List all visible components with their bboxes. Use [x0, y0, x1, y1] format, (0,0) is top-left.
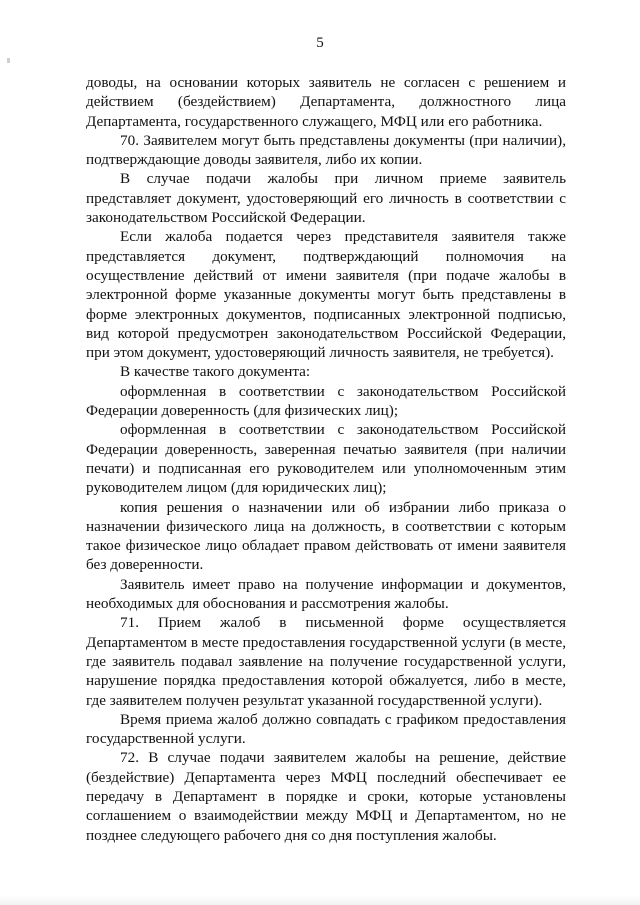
page-number: 5	[316, 35, 324, 51]
paragraph-72: 72. В случае подачи заявителем жалобы на решение, действие (бездействие) Департамента через МФЦ последний обеспечивает ее передачу в Департамент в порядке и сроки, которые установлены соглашением о взаимодействии между МФЦ и Департаментом, но не позднее следующего рабочего дня со дня поступления жалобы.	[86, 749, 566, 844]
paragraph-appointment-copy: копия решения о назначении или об избрании либо приказа о назначении физического лица на должность, в соответствии с которым такое физическое лицо обладает правом действовать от имени заявителя без доверенности.	[86, 498, 566, 574]
paragraph-representative: Если жалоба подается через представителя заявителя также представляется документ, подтверждающий полномочия на осуществление действий от имени заявителя (при подаче жалобы в электронной форме указанные документы могут быть представлены в форме электронных документов, подписанных электронной подписью, вид которой предусмотрен законодательством Российской Федерации, при этом документ, удостоверяющий личность заявителя, не требуется).	[86, 228, 566, 362]
paragraph-document-types-intro: В качестве такого документа:	[120, 363, 311, 381]
paragraph-right-to-information: Заявитель имеет право на получение информации и документов, необходимых для обоснования и рассмотрения жалобы.	[86, 575, 566, 613]
paragraph-legal-entity-power-of-attorney: оформленная в соответствии с законодательством Российской Федерации доверенность, заверенная печатью заявителя (при наличии печати) и подписанная его руководителем или уполномоченным этим руководителем лицом (для юридических лиц);	[86, 421, 566, 497]
scan-bottom-edge	[0, 896, 640, 905]
paragraph-individual-power-of-attorney: оформленная в соответствии с законодательством Российской Федерации доверенность (для физических лиц);	[86, 382, 566, 420]
paragraph-continuation: доводы, на основании которых заявитель не согласен с решением и действием (бездействием) Департамента, должностного лица Департамента, государственного служащего, МФЦ или его работника.	[86, 74, 566, 130]
paragraph-71: 71. Прием жалоб в письменной форме осуществляется Департаментом в месте предоставления государственной услуги (в месте, где заявитель подавал заявление на получение государственной услуги, нарушение порядка предоставления которой обжалуется, либо в месте, где заявителем получен результат указанной государственной услуги).	[86, 614, 566, 709]
document-body	[86, 73, 566, 845]
paragraph-70: 70. Заявителем могут быть представлены документы (при наличии), подтверждающие доводы заявителя, либо их копии.	[86, 131, 566, 169]
scan-artifact	[7, 58, 10, 63]
paragraph-reception-schedule: Время приема жалоб должно совпадать с графиком предоставления государственной услуги.	[86, 710, 566, 748]
paragraph-personal-reception: В случае подачи жалобы при личном приеме заявитель представляет документ, удостоверяющий его личность в соответствии с законодательством Российской Федерации.	[86, 170, 566, 227]
